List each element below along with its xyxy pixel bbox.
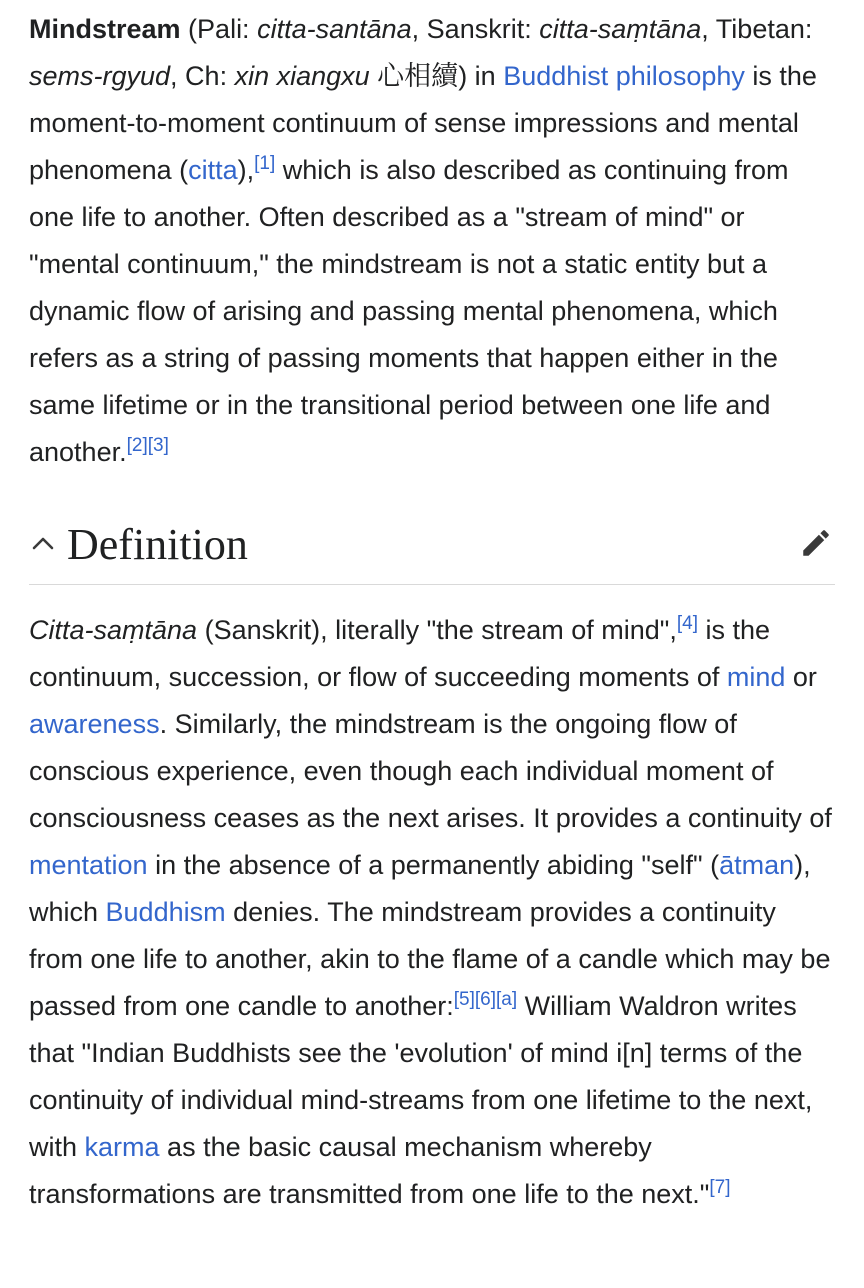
reference-link[interactable]: [3] <box>147 435 169 456</box>
text-run: (Pali: <box>180 14 258 44</box>
text-run: which is also described as continuing from one life to another. Often described as a "stream of mind" or "mental continuum," the mindstream is not a static entity but a dynamic flow of arising and passing mental phenomena, which refers as a string of passing moments that happen either in the same lifetime or in the transitional period between one life and another. <box>29 155 789 467</box>
reference-1 <box>254 153 275 174</box>
link-citta[interactable]: citta <box>188 155 238 185</box>
reference-7 <box>709 1177 730 1198</box>
text-run: , Tibetan: <box>701 14 813 44</box>
link-mentation[interactable]: mentation <box>29 850 148 880</box>
link-awareness[interactable]: awareness <box>29 709 160 739</box>
text-run: , Ch: <box>170 61 235 91</box>
intro-paragraph <box>29 0 835 476</box>
section-title: Definition <box>67 519 248 569</box>
text-run: is the continuum, succession, or flow of succeeding moments of <box>29 615 771 692</box>
text-run: , Sanskrit: <box>411 14 540 44</box>
chinese-romanization: xin xiangxu <box>234 61 370 91</box>
link-atman[interactable]: ātman <box>719 850 795 880</box>
article-term: Mindstream <box>29 14 181 44</box>
reference-5-6-a <box>454 989 517 1010</box>
reference-link[interactable]: [7] <box>709 1177 731 1198</box>
text-run: (Sanskrit), literally "the stream of mind", <box>197 615 677 645</box>
note-link[interactable]: [a] <box>496 989 518 1010</box>
definition-paragraph <box>29 585 835 1218</box>
reference-2-3 <box>127 435 169 456</box>
link-buddhism[interactable]: Buddhism <box>105 897 226 927</box>
sanskrit-term: citta-saṃtāna <box>539 14 702 44</box>
chevron-up-icon[interactable] <box>29 529 59 559</box>
text-run: as the basic causal mechanism whereby transformations are transmitted from one life to the next." <box>29 1132 710 1209</box>
text-run: ), which <box>29 850 811 927</box>
reference-4 <box>677 613 698 634</box>
text-run: or <box>785 662 817 692</box>
definition-term: Citta-saṃtāna <box>29 615 198 645</box>
reference-link[interactable]: [4] <box>676 613 699 634</box>
link-mind[interactable]: mind <box>726 662 786 692</box>
text-run: denies. The mindstream provides a continuity from one life to another, akin to the flame of a candle which may be passed from one candle to another: <box>29 897 831 1021</box>
pali-term: citta-santāna <box>257 14 412 44</box>
tibetan-term: sems-rgyud <box>29 61 171 91</box>
link-karma[interactable]: karma <box>84 1132 160 1162</box>
section-header-definition[interactable] <box>29 504 835 585</box>
reference-link[interactable]: [6] <box>474 989 497 1010</box>
text-run: ), <box>237 155 255 185</box>
reference-link[interactable]: [5] <box>453 989 475 1010</box>
text-run: is the moment-to-moment continuum of sense impressions and mental phenomena ( <box>29 61 817 185</box>
reference-link[interactable]: [1] <box>254 153 276 174</box>
text-run: William Waldron writes that "Indian Buddhists see the 'evolution' of mind i[n] terms of the continuity of individual mind-streams from one lifetime to the next, with <box>29 991 813 1162</box>
pencil-icon[interactable] <box>799 526 833 560</box>
chinese-characters: 心相續 <box>369 61 459 91</box>
text-run: in the absence of a permanently abiding "self" ( <box>147 850 720 880</box>
reference-link[interactable]: [2] <box>126 435 148 456</box>
text-run: . Similarly, the mindstream is the ongoing flow of conscious experience, even though each individual moment of consciousness ceases as the next arises. It provides a continuity of <box>29 709 832 833</box>
link-buddhist-philosophy[interactable]: Buddhist philosophy <box>503 61 745 91</box>
text-run: ) in <box>458 61 504 91</box>
